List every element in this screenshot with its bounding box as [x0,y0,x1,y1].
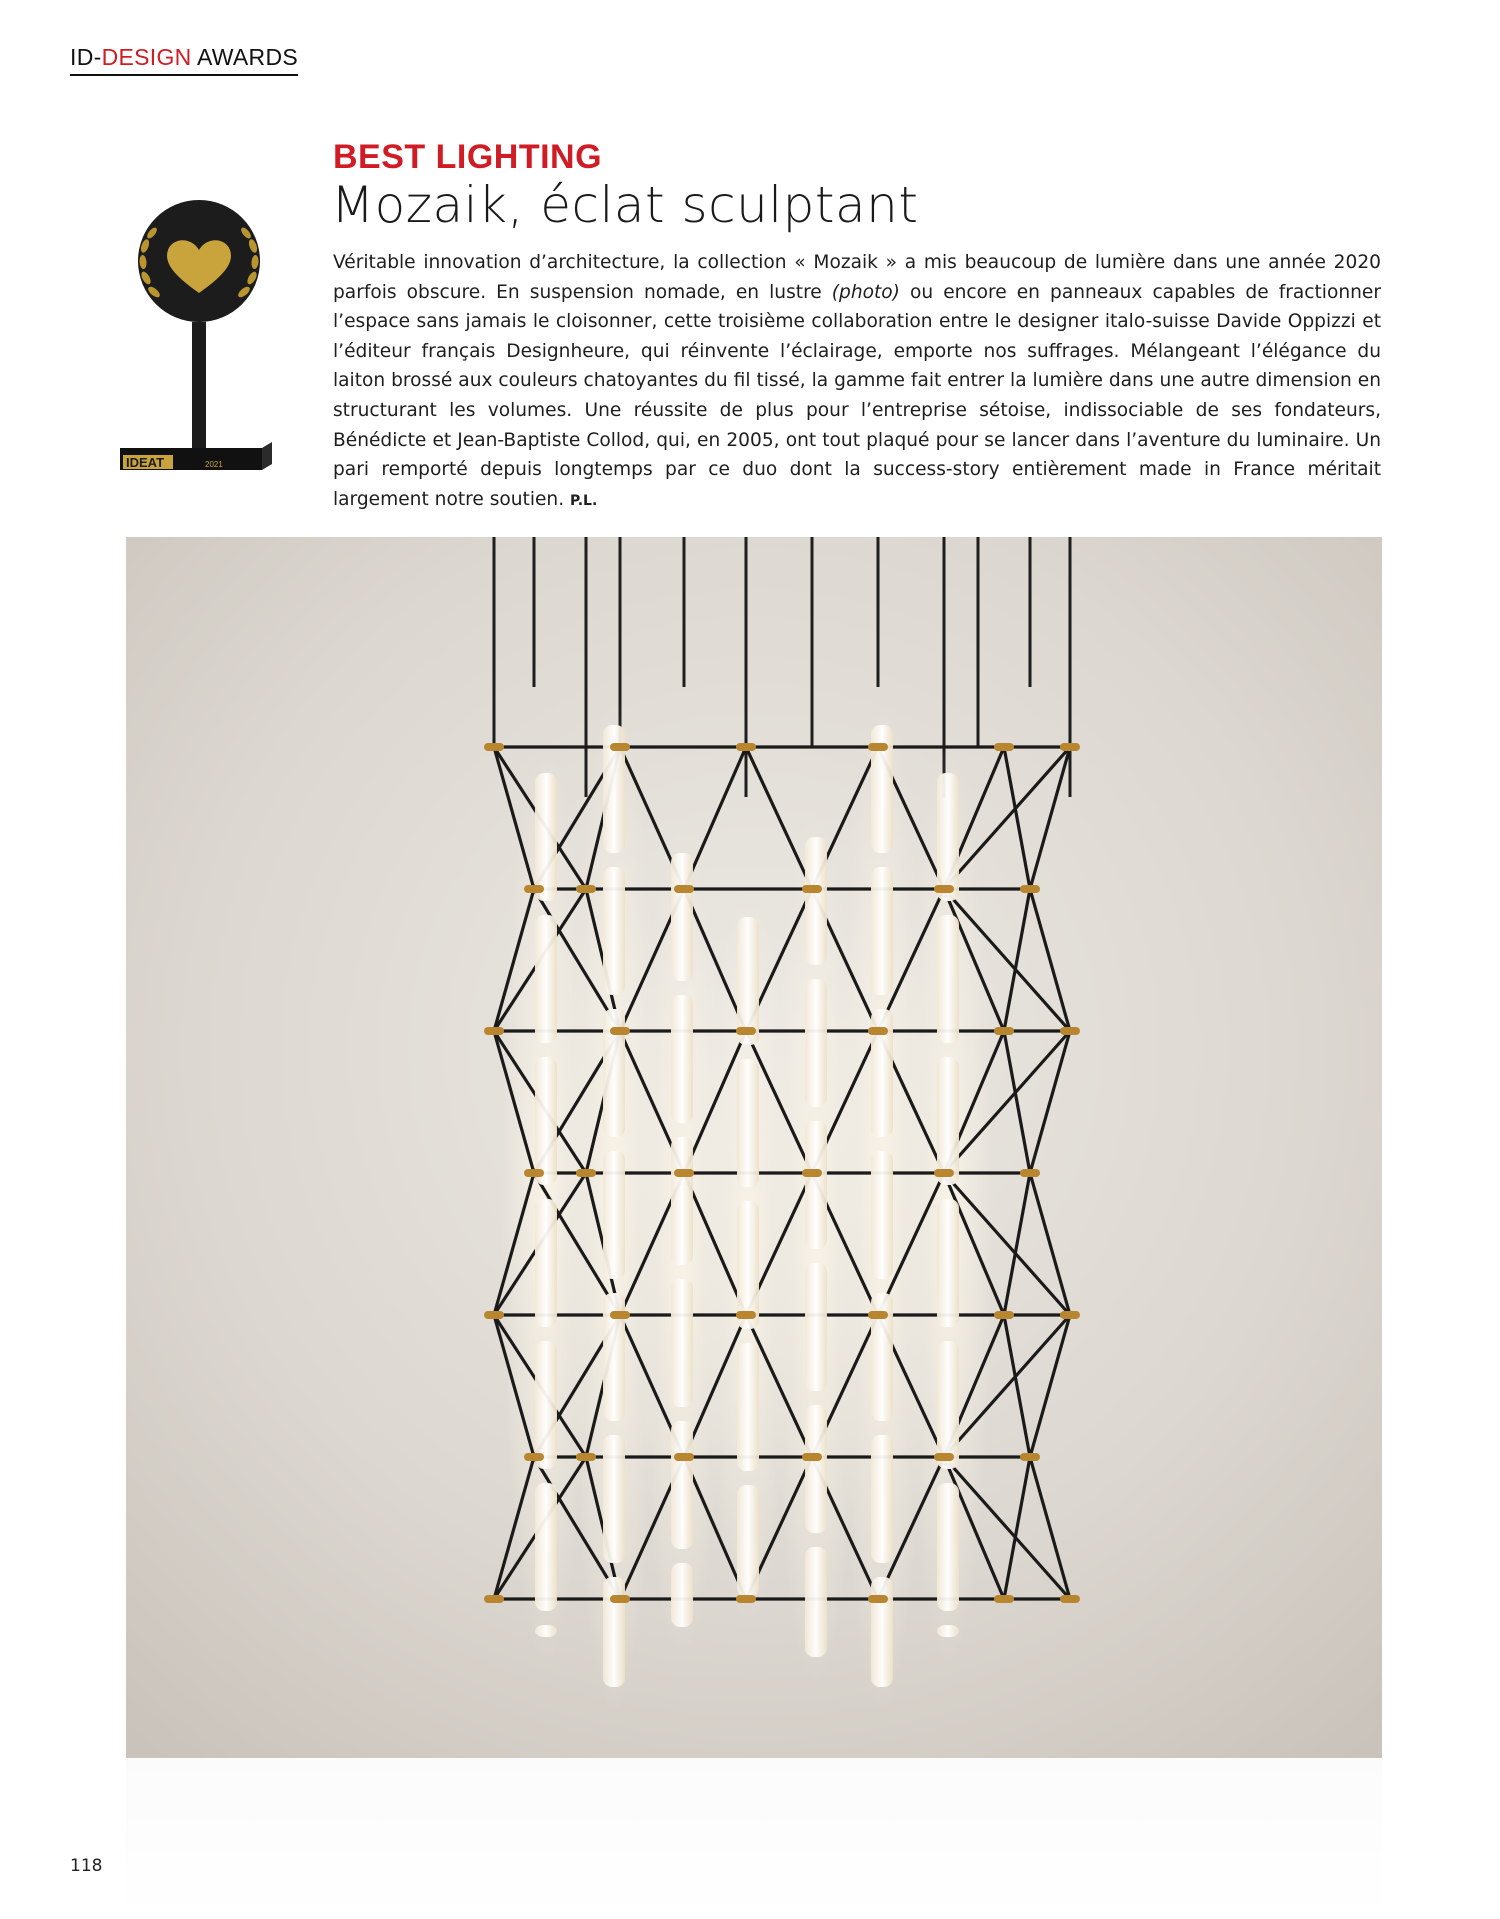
trophy-brand-label: IDEAT [126,455,165,470]
mozaik-chandelier-photo [126,537,1382,1758]
author-credit: P.L. [570,492,598,509]
article-kicker: BEST LIGHTING [333,138,603,176]
article-body [333,248,1381,516]
trophy-year-label: 2021 [205,460,223,469]
page-number: 118 [70,1856,103,1876]
section-header [70,44,298,76]
article-title: Mozaik, éclat sculptant [331,176,919,234]
header-awards: AWARDS [191,44,299,70]
header-prefix: ID- [70,44,102,70]
body-italic: (photo) [831,281,900,303]
photo-bottom-fade [126,1758,1382,1919]
header-design: DESIGN [101,44,192,70]
body-part-1: Véritable innovation d’architecture, la collection « Mozaik » a mis beaucoup de lumière dans une année 2020 parfois obscure. En suspension nomade, en lustre [333,252,1381,303]
award-trophy-icon [112,198,287,478]
body-part-2: ou encore en panneaux capables de fractionner l’espace sans jamais le cloisonner, cette troisième collaboration entre le designer italo-suisse Davide Oppizzi et l’éditeur français Designheure, qui réinvente l’éclairage, emporte nos suffrages. Mélangeant l’élégance du laiton brossé aux couleurs chatoyantes du fil tissé, la gamme fait entrer la lumière dans une autre dimension en structurant les volumes. Une réussite de plus pour l’entreprise sétoise, indissociable de ses fondateurs, Bénédicte et Jean-Baptiste Collod, qui, en 2005, ont tout plaqué pour se lancer dans l’aventure du luminaire. Un pari remporté depuis longtemps par ce duo dont la success-story entièrement made in France méritait largement notre soutien. [333,281,1381,510]
